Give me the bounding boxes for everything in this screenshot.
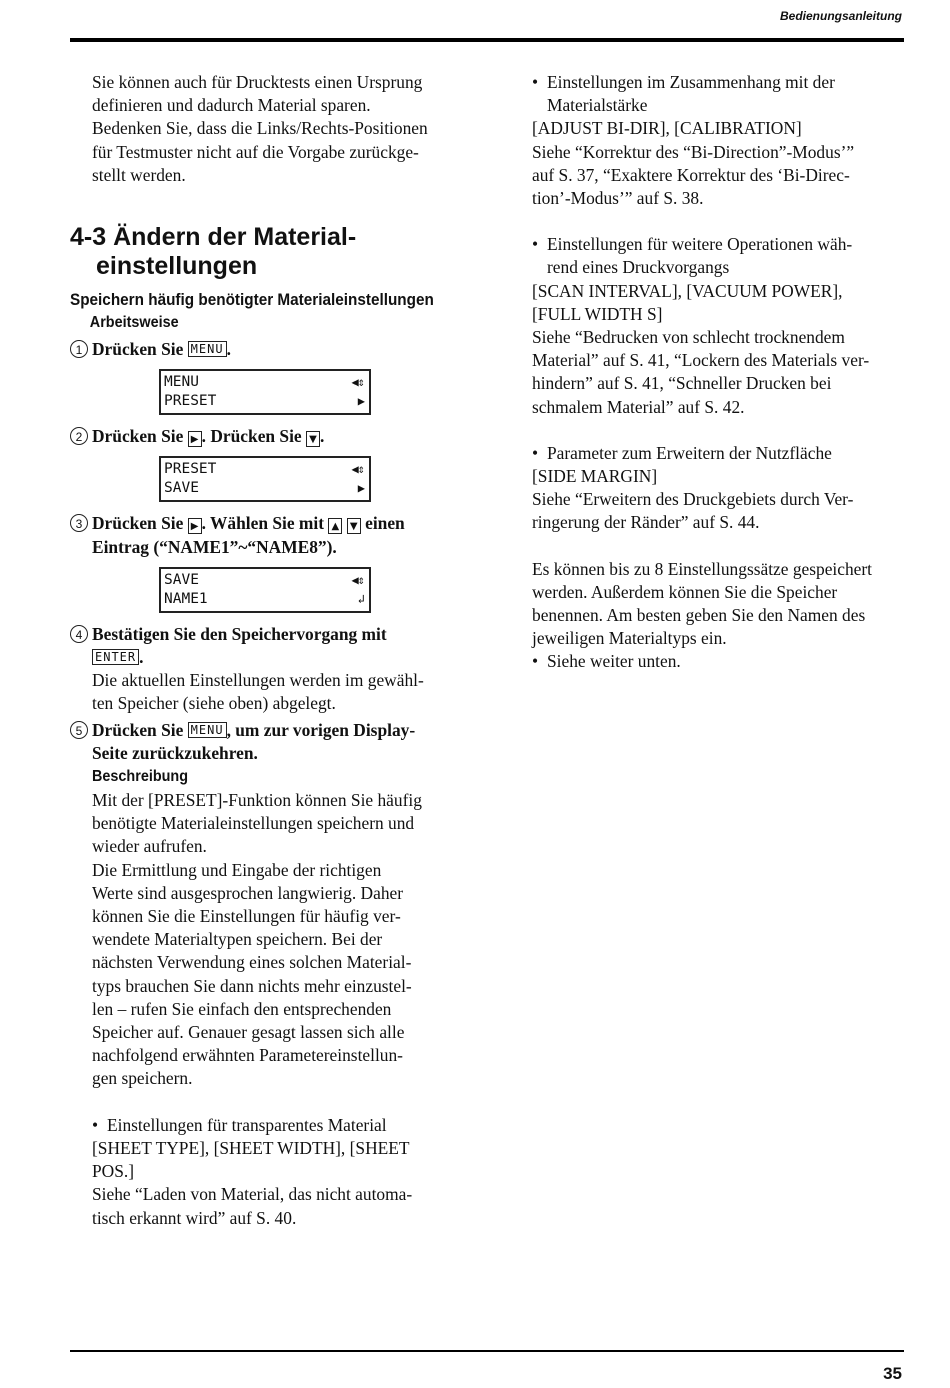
- bullet-item: [532, 650, 904, 673]
- bullet-text: Einstellungen im Zusammenhang mit der: [547, 72, 835, 92]
- text-line: Sie können auch für Drucktests einen Ursprung: [92, 72, 423, 92]
- heading-line: einstellungen: [96, 252, 258, 281]
- description-section: [70, 765, 470, 1230]
- text-line: Siehe “Laden von Material, das nicht automa-: [92, 1184, 413, 1205]
- text-line: Die Ermittlung und Eingabe der richtigen: [92, 859, 382, 880]
- step-number: 4: [70, 625, 88, 643]
- text-line: wieder aufrufen.: [92, 836, 207, 857]
- bullet-icon: •: [532, 72, 539, 92]
- bullet-text: Einstellungen für transparentes Material: [107, 1114, 387, 1135]
- subheading: Speichern häufig benötigter Materialeinstellungen: [70, 290, 434, 310]
- text-line: Siehe “Erweitern des Druckgebiets durch Ver-: [532, 489, 854, 510]
- step-number: 1: [70, 340, 88, 358]
- down-arrow-key-icon: ▼: [306, 431, 320, 447]
- text-line: nächsten Verwendung eines solchen Material-: [92, 952, 412, 973]
- updown-left-icon: ◀⇕: [351, 572, 364, 587]
- text-line: Siehe “Bedrucken von schlecht trocknendem: [532, 327, 845, 348]
- lcd-line: SAVE: [164, 571, 199, 588]
- bullet-icon: •: [92, 1114, 99, 1135]
- step-text: . Drücken Sie: [201, 426, 307, 447]
- step-number: 2: [70, 427, 88, 445]
- text-line: für Testmuster nicht auf die Vorgabe zurückge-: [92, 141, 419, 162]
- bullet-item: [532, 442, 904, 465]
- step-4: [70, 623, 470, 716]
- step-text: einen: [360, 513, 405, 534]
- step-text: Bestätigen Sie den Speichervorgang mit: [92, 623, 387, 644]
- lcd-line: NAME1: [164, 590, 208, 607]
- up-arrow-key-icon: ▲: [328, 518, 342, 534]
- text-line: [SIDE MARGIN]: [532, 466, 658, 487]
- enter-key: ENTER: [92, 649, 139, 665]
- step-1: [70, 338, 470, 361]
- text-line: POS.]: [92, 1161, 135, 1182]
- text-line: Werte sind ausgesprochen langwierig. Daher: [92, 882, 404, 903]
- enter-return-icon: ↲: [357, 591, 364, 606]
- heading-line: 4-3 Ändern der Material-: [70, 223, 357, 252]
- step-number: 5: [70, 721, 88, 739]
- menu-key: MENU: [188, 722, 227, 738]
- text-line: können Sie die Einstellungen für häufig ver-: [92, 906, 401, 927]
- lcd-line: MENU: [164, 374, 199, 391]
- bullet-text: rend eines Druckvorgangs: [547, 257, 730, 278]
- step-text: .: [139, 647, 144, 668]
- footer-rule: [70, 1350, 904, 1352]
- description-label: Beschreibung: [92, 768, 189, 786]
- down-arrow-key-icon: ▼: [347, 518, 361, 534]
- intro-paragraph: [70, 71, 470, 187]
- text-line: Mit der [PRESET]-Funktion können Sie häufig: [92, 790, 422, 811]
- text-line: Speicher auf. Genauer gesagt lassen sich alle: [92, 1022, 405, 1043]
- step-text: .: [320, 426, 325, 447]
- bullet-item: [532, 233, 904, 279]
- lcd-display-3: [159, 567, 371, 613]
- step-text: Eintrag (“NAME1”~“NAME8”).: [92, 536, 337, 557]
- text-line: tion’-Modus’” auf S. 38.: [532, 188, 704, 209]
- bullet-icon: •: [532, 651, 539, 672]
- text-line: gen speichern.: [92, 1068, 193, 1089]
- text-line: [FULL WIDTH S]: [532, 303, 663, 324]
- lcd-line: PRESET: [164, 461, 217, 478]
- lcd-line: SAVE: [164, 480, 199, 497]
- section-heading: [70, 223, 470, 281]
- bullet-icon: •: [532, 234, 539, 255]
- running-header: Bedienungsanleitung: [779, 9, 902, 23]
- text-line: Bedenken Sie, dass die Links/Rechts-Positionen: [92, 118, 428, 139]
- text-line: wendete Materialtypen speichern. Bei der: [92, 929, 383, 950]
- step-text: Seite zurückzukehren.: [92, 742, 258, 763]
- text-line: [ADJUST BI-DIR], [CALIBRATION]: [532, 118, 802, 139]
- text-line: benennen. Am besten geben Sie den Namen des: [532, 605, 866, 626]
- menu-key: MENU: [188, 341, 227, 357]
- text-line: hindern” auf S. 41, “Schneller Drucken bei: [532, 373, 832, 394]
- right-arrow-key-icon: ▶: [188, 518, 202, 534]
- text-line: Material” auf S. 41, “Lockern des Materials ver-: [532, 350, 870, 371]
- text-line: definieren und dadurch Material sparen.: [92, 95, 371, 116]
- updown-left-icon: ◀⇕: [351, 375, 364, 390]
- lcd-display-2: [159, 456, 371, 502]
- step-text: . Wählen Sie mit: [201, 513, 329, 534]
- text-line: len – rufen Sie einfach den entsprechenden: [92, 998, 392, 1019]
- bullet-text: Materialstärke: [547, 95, 648, 116]
- text-line: ringerung der Ränder” auf S. 44.: [532, 512, 760, 533]
- step-text: Drücken Sie: [92, 339, 188, 360]
- text-line: stellt werden.: [92, 164, 186, 185]
- bullet-text: Einstellungen für weitere Operationen wäh-: [547, 234, 853, 255]
- step-number: 3: [70, 514, 88, 532]
- left-column: [70, 71, 470, 1230]
- text-line: nachfolgend erwähnten Parametereinstellun-: [92, 1045, 403, 1066]
- text-line: typs brauchen Sie dann nichts mehr einzustel-: [92, 975, 412, 996]
- step-2: [70, 425, 470, 448]
- text-line: benötigte Materialeinstellungen speichern und: [92, 813, 415, 834]
- step-text: .: [226, 339, 231, 360]
- right-arrow-icon: ▶: [357, 481, 364, 496]
- header-rule: [70, 38, 904, 42]
- step-5: [70, 719, 470, 765]
- right-column: [532, 71, 904, 674]
- text-line: schmalem Material” auf S. 42.: [532, 396, 745, 417]
- bullet-text: Parameter zum Erweitern der Nutzfläche: [547, 442, 832, 463]
- right-arrow-key-icon: ▶: [188, 431, 202, 447]
- text-line: auf S. 37, “Exaktere Korrektur des ‘Bi-Direc-: [532, 164, 850, 185]
- text-line: Siehe “Korrektur des “Bi-Direction”-Modus’”: [532, 141, 855, 162]
- bullet-item: [92, 1114, 470, 1137]
- text-line: [SCAN INTERVAL], [VACUUM POWER],: [532, 280, 843, 301]
- text-line: [SHEET TYPE], [SHEET WIDTH], [SHEET: [92, 1137, 410, 1158]
- step-text: Drücken Sie: [92, 513, 188, 534]
- step-text: , um zur vorigen Display-: [226, 719, 416, 740]
- step-text: Drücken Sie: [92, 426, 188, 447]
- text-line: jeweiligen Materialtyps ein.: [532, 628, 727, 649]
- bullet-item: [532, 71, 904, 117]
- text-line: Es können bis zu 8 Einstellungssätze gespeichert: [532, 558, 873, 579]
- text-line: werden. Außerdem können Sie die Speicher: [532, 581, 838, 602]
- step-3: [70, 512, 470, 558]
- step-text: Drücken Sie: [92, 719, 188, 740]
- lcd-display-1: [159, 369, 371, 415]
- page-number: 35: [883, 1364, 902, 1383]
- procedure-label: Arbeitsweise: [89, 314, 179, 332]
- bullet-text: Siehe weiter unten.: [547, 651, 681, 672]
- text-line: ten Speicher (siehe oben) abgelegt.: [92, 693, 336, 714]
- text-line: Die aktuellen Einstellungen werden im gewähl-: [92, 670, 424, 691]
- lcd-line: PRESET: [164, 393, 217, 410]
- right-arrow-icon: ▶: [357, 394, 364, 409]
- updown-left-icon: ◀⇕: [351, 462, 364, 477]
- text-line: tisch erkannt wird” auf S. 40.: [92, 1207, 297, 1228]
- bullet-icon: •: [532, 442, 539, 463]
